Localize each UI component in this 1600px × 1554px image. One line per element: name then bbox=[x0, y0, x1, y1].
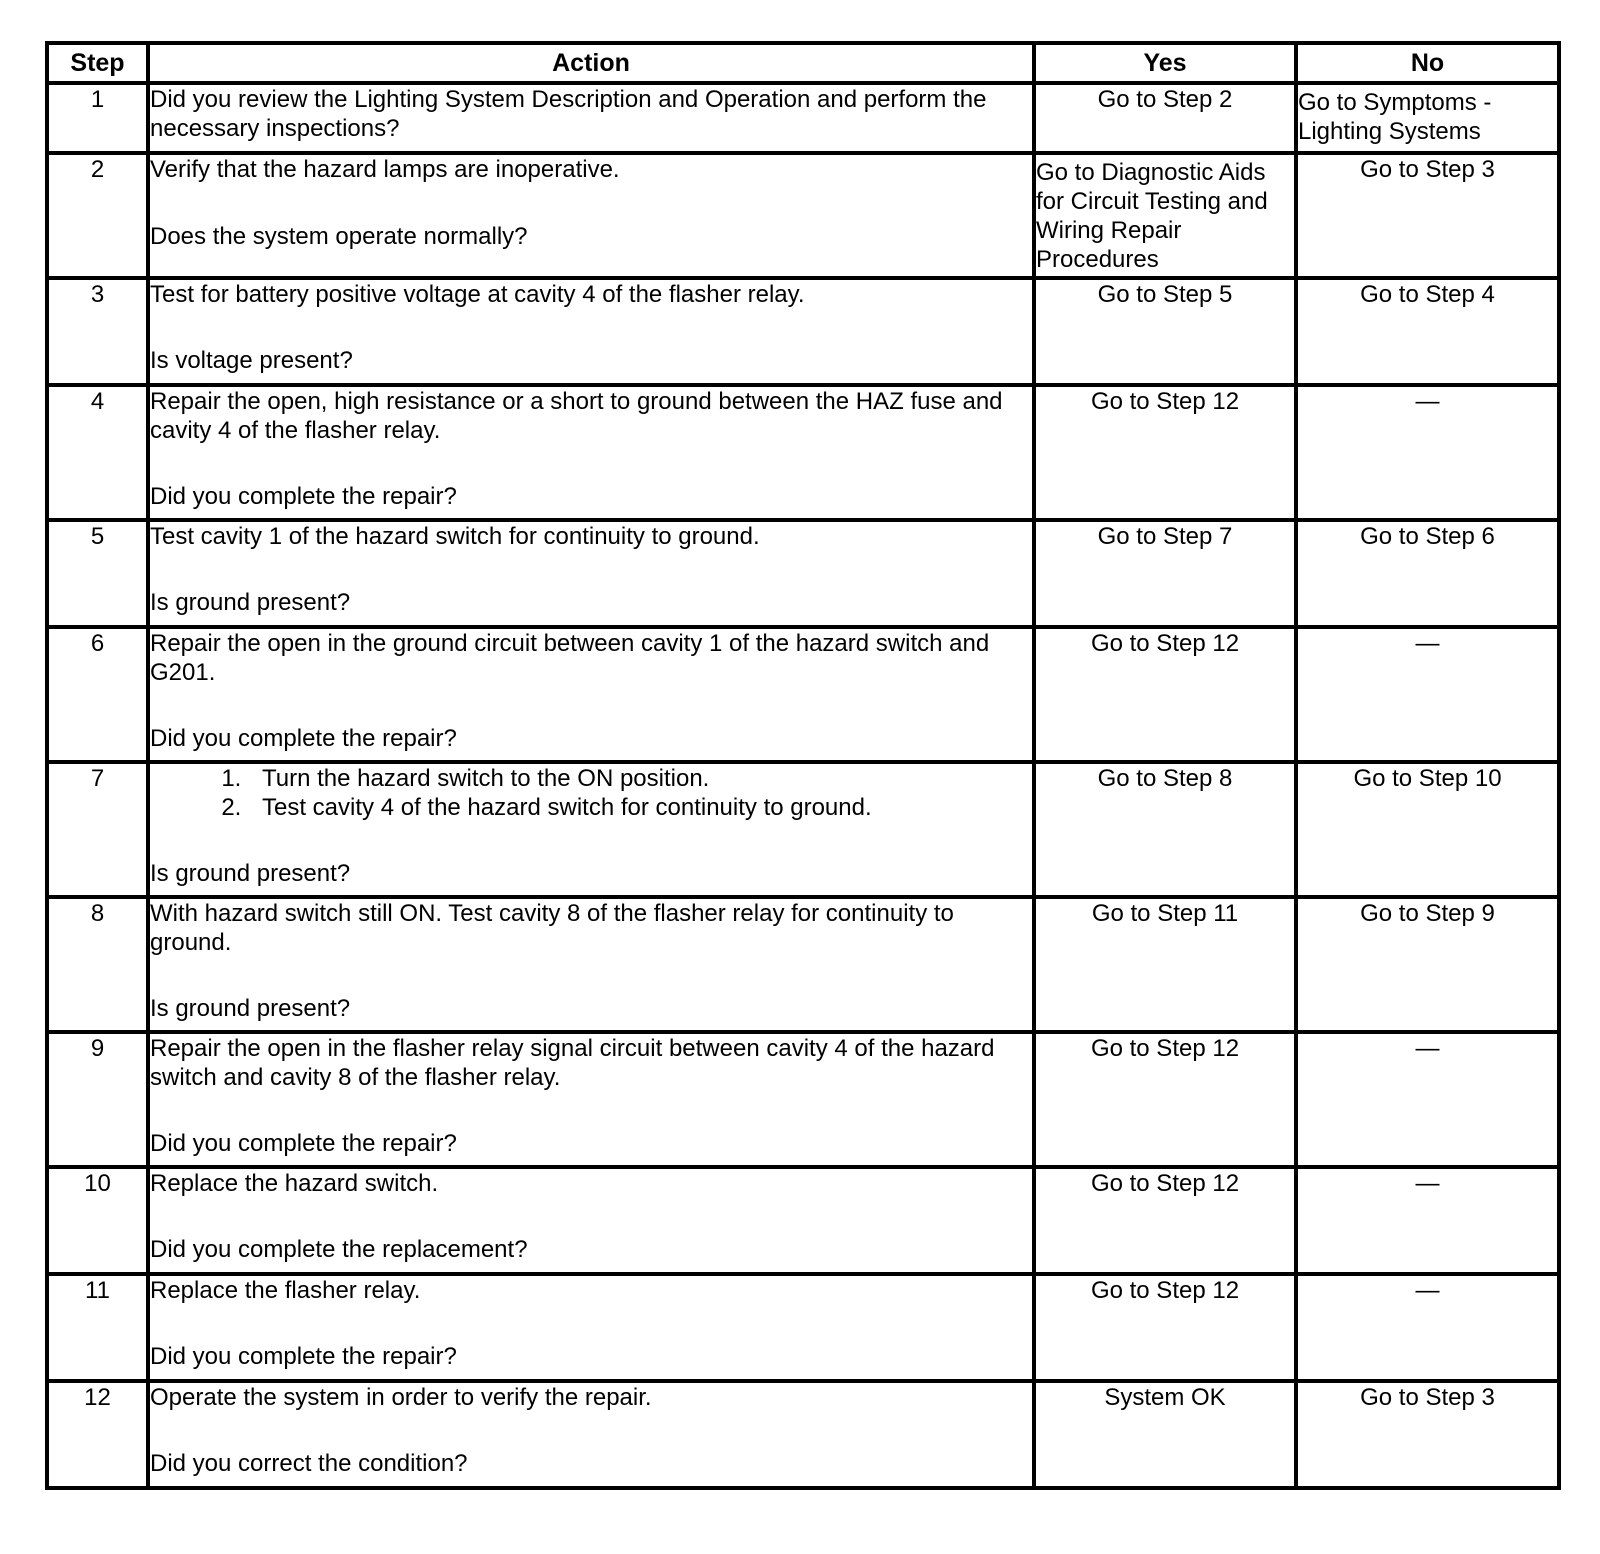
table-row bbox=[47, 153, 1559, 278]
step-number: 9 bbox=[47, 1032, 148, 1167]
yes-cell: Go to Step 12 bbox=[1034, 1167, 1296, 1274]
action-cell bbox=[148, 278, 1034, 385]
action-question: Is ground present? bbox=[150, 860, 351, 887]
yes-cell: Go to Step 12 bbox=[1034, 627, 1296, 762]
no-cell: — bbox=[1296, 1167, 1559, 1274]
table-row bbox=[47, 278, 1559, 385]
table-row bbox=[47, 520, 1559, 627]
yes-cell: Go to Step 7 bbox=[1034, 520, 1296, 627]
action-text: Test for battery positive voltage at cavity 4 of the flasher relay. bbox=[150, 281, 805, 308]
yes-cell: Go to Step 12 bbox=[1034, 1274, 1296, 1381]
no-cell: — bbox=[1296, 385, 1559, 520]
no-cell: Go to Step 3 bbox=[1296, 153, 1559, 278]
substep-item: 1. Turn the hazard switch to the ON position. bbox=[248, 764, 1032, 793]
action-question: Does the system operate normally? bbox=[150, 223, 528, 250]
no-cell: Go to Step 4 bbox=[1296, 278, 1559, 385]
step-number: 4 bbox=[47, 385, 148, 520]
yes-cell: System OK bbox=[1034, 1381, 1296, 1488]
table-row bbox=[47, 1381, 1559, 1488]
yes-cell: Go to Step 11 bbox=[1034, 897, 1296, 1032]
table-row bbox=[47, 762, 1559, 897]
action-text: Replace the hazard switch. bbox=[150, 1170, 439, 1197]
action-cell bbox=[148, 153, 1034, 278]
action-text: With hazard switch still ON. Test cavity 8 of the flasher relay for continuity to ground. bbox=[150, 900, 954, 956]
step-number: 10 bbox=[47, 1167, 148, 1274]
header-yes: Yes bbox=[1034, 43, 1296, 83]
action-question: Did you complete the repair? bbox=[150, 483, 457, 510]
no-cell: — bbox=[1296, 627, 1559, 762]
table-row bbox=[47, 1167, 1559, 1274]
action-cell bbox=[148, 1274, 1034, 1381]
action-question: Did you complete the repair? bbox=[150, 725, 457, 752]
step-number: 11 bbox=[47, 1274, 148, 1381]
action-text: Repair the open, high resistance or a short to ground between the HAZ fuse and cavity 4 of the flasher relay. bbox=[150, 388, 1003, 444]
action-cell bbox=[148, 385, 1034, 520]
no-cell: — bbox=[1296, 1032, 1559, 1167]
action-question: Is ground present? bbox=[150, 589, 351, 616]
action-question: Did you correct the condition? bbox=[150, 1450, 468, 1477]
action-question: Did you complete the repair? bbox=[150, 1130, 457, 1157]
step-number: 12 bbox=[47, 1381, 148, 1488]
action-question: Did you complete the replacement? bbox=[150, 1236, 528, 1263]
action-cell bbox=[148, 627, 1034, 762]
action-text: Repair the open in the flasher relay signal circuit between cavity 4 of the hazard switch and cavity 8 of the flasher relay. bbox=[150, 1035, 995, 1091]
no-cell: Go to Step 9 bbox=[1296, 897, 1559, 1032]
action-text: Test cavity 1 of the hazard switch for continuity to ground. bbox=[150, 523, 760, 550]
yes-cell: Go to Step 12 bbox=[1034, 385, 1296, 520]
table-row bbox=[47, 83, 1559, 153]
action-cell bbox=[148, 83, 1034, 153]
yes-cell: Go to Diagnostic Aids for Circuit Testing and Wiring Repair Procedures bbox=[1034, 153, 1296, 278]
action-text: Operate the system in order to verify the repair. bbox=[150, 1384, 652, 1411]
yes-cell: Go to Step 8 bbox=[1034, 762, 1296, 897]
header-step: Step bbox=[47, 43, 148, 83]
yes-cell: Go to Step 2 bbox=[1034, 83, 1296, 153]
yes-cell: Go to Step 12 bbox=[1034, 1032, 1296, 1167]
step-number: 1 bbox=[47, 83, 148, 153]
action-text: Replace the flasher relay. bbox=[150, 1277, 421, 1304]
step-number: 3 bbox=[47, 278, 148, 385]
table-row bbox=[47, 385, 1559, 520]
action-text: Did you review the Lighting System Description and Operation and perform the necessary inspections? bbox=[150, 86, 987, 142]
no-cell: Go to Step 6 bbox=[1296, 520, 1559, 627]
action-cell bbox=[148, 762, 1034, 897]
no-cell: Go to Step 3 bbox=[1296, 1381, 1559, 1488]
table-row bbox=[47, 1274, 1559, 1381]
step-number: 2 bbox=[47, 153, 148, 278]
header-no: No bbox=[1296, 43, 1559, 83]
no-cell: Go to Symptoms - Lighting Systems bbox=[1296, 83, 1559, 153]
action-text: Repair the open in the ground circuit between cavity 1 of the hazard switch and G201. bbox=[150, 630, 990, 686]
action-cell bbox=[148, 1167, 1034, 1274]
step-number: 8 bbox=[47, 897, 148, 1032]
step-number: 5 bbox=[47, 520, 148, 627]
diagnostic-table bbox=[45, 41, 1561, 1490]
step-number: 6 bbox=[47, 627, 148, 762]
action-cell bbox=[148, 1032, 1034, 1167]
table-row bbox=[47, 627, 1559, 762]
header-row bbox=[47, 43, 1559, 83]
table-row bbox=[47, 897, 1559, 1032]
no-cell: — bbox=[1296, 1274, 1559, 1381]
table-row bbox=[47, 1032, 1559, 1167]
no-cell: Go to Step 10 bbox=[1296, 762, 1559, 897]
action-cell bbox=[148, 897, 1034, 1032]
action-cell bbox=[148, 520, 1034, 627]
action-cell bbox=[148, 1381, 1034, 1488]
action-question: Is ground present? bbox=[150, 995, 351, 1022]
action-question: Did you complete the repair? bbox=[150, 1343, 457, 1370]
step-number: 7 bbox=[47, 762, 148, 897]
action-text: Verify that the hazard lamps are inoperative. bbox=[150, 156, 620, 183]
yes-cell: Go to Step 5 bbox=[1034, 278, 1296, 385]
action-question: Is voltage present? bbox=[150, 347, 353, 374]
substep-item: 2. Test cavity 4 of the hazard switch for continuity to ground. bbox=[248, 793, 1032, 822]
header-action: Action bbox=[148, 43, 1034, 83]
substep-list bbox=[150, 764, 1032, 822]
